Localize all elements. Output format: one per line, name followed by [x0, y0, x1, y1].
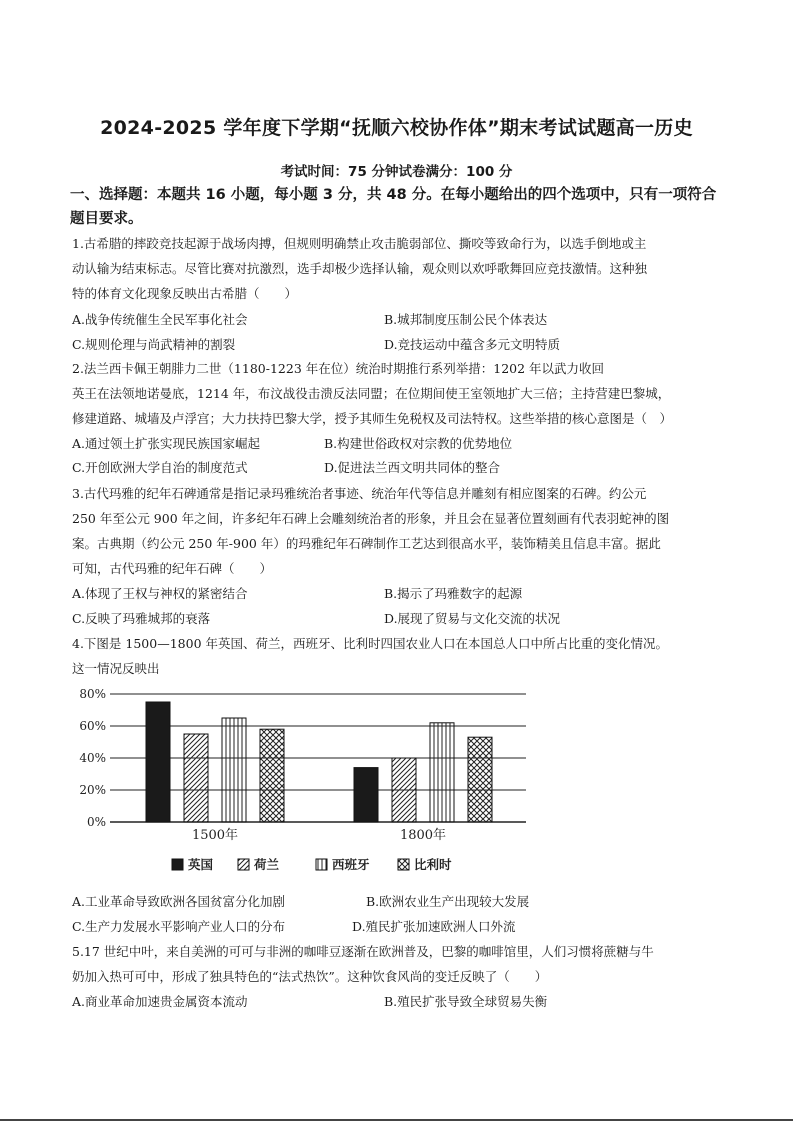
q3-option-b[interactable]: B.揭示了玛雅数字的起源: [384, 586, 523, 601]
q5-line-1: 5.17 世纪中叶，来自美洲的可可与非洲的咖啡豆逐渐在欧洲普及，巴黎的咖啡馆里，人们习惯将蔗糖与牛: [72, 944, 654, 959]
bottom-border: [0, 1119, 793, 1121]
agri-population-bar-chart: [0, 684, 793, 884]
q1-option-c[interactable]: C.规则伦理与尚武精神的割裂: [72, 337, 236, 352]
bar-crosshatch-1: [468, 737, 492, 822]
q1-line-3: 特的体育文化现象反映出古希腊（ ）: [72, 286, 298, 301]
q4-option-d[interactable]: D.殖民扩张加速欧洲人口外流: [352, 919, 516, 934]
q1-line-1: 1.古希腊的摔跤竞技起源于战场肉搏，但规则明确禁止攻击脆弱部位、撕咬等致命行为，以选手倒地或主: [72, 236, 647, 251]
q3-option-d[interactable]: D.展现了贸易与文化交流的状况: [384, 611, 561, 626]
y-tick-label: 20%: [79, 783, 106, 797]
bar-diagonal-0: [184, 734, 208, 822]
legend-swatch: [172, 859, 183, 870]
q1-option-a[interactable]: A.战争传统催生全民军事化社会: [72, 312, 248, 327]
y-tick-label: 40%: [79, 751, 106, 765]
bar-solid-0: [146, 702, 170, 822]
q2-option-d[interactable]: D.促进法兰西文明共同体的整合: [324, 460, 501, 475]
x-category-label: 1800年: [399, 828, 447, 843]
exam-info: 考试时间：75 分钟试卷满分：100 分: [280, 164, 513, 180]
q3-line-4: 可知，古代玛雅的纪年石碑（ ）: [72, 561, 273, 576]
q5-option-b[interactable]: B.殖民扩张导致全球贸易失衡: [384, 994, 548, 1009]
q2-line-3: 修建道路、城墙及卢浮宫；大力扶持巴黎大学，授予其师生免税权及司法特权。这些举措的核心意图是（ ）: [72, 411, 673, 426]
q4-option-a[interactable]: A.工业革命导致欧洲各国贫富分化加剧: [72, 894, 286, 909]
bar-diagonal-1: [392, 758, 416, 822]
y-tick-label: 0%: [86, 815, 106, 829]
bar-vertical-0: [222, 718, 246, 822]
x-category-label: 1500年: [191, 828, 239, 843]
bar-crosshatch-0: [260, 729, 284, 822]
q1-line-2: 动认输为结束标志。尽管比赛对抗激烈，选手却极少选择认输，观众则以欢呼歌舞回应竞技激情。这种独: [72, 261, 648, 276]
q5-line-2: 奶加入热可可中，形成了独具特色的“法式热饮”。这种饮食风尚的变迁反映了（ ）: [72, 969, 548, 984]
q1-option-d[interactable]: D.竞技运动中蕴含多元文明特质: [384, 337, 561, 352]
legend-swatch: [316, 859, 327, 870]
legend-label: 英国: [188, 857, 214, 872]
q4-option-c[interactable]: C.生产力发展水平影响产业人口的分布: [72, 919, 286, 934]
legend-label: 比利时: [414, 857, 452, 872]
q1-option-b[interactable]: B.城邦制度压制公民个体表达: [384, 312, 548, 327]
legend-swatch: [238, 859, 249, 870]
q2-option-b[interactable]: B.构建世俗政权对宗教的优势地位: [324, 436, 513, 451]
legend-swatch: [398, 859, 409, 870]
bar-solid-1: [354, 768, 378, 822]
y-tick-label: 80%: [79, 687, 106, 701]
q3-option-a[interactable]: A.体现了王权与神权的紧密结合: [72, 586, 248, 601]
legend-label: 荷兰: [254, 857, 280, 872]
q3-line-1: 3.古代玛雅的纪年石碑通常是指记录玛雅统治者事迹、统治年代等信息并雕刻有相应图案的石碑。约公元: [72, 486, 647, 501]
bar-vertical-1: [430, 723, 454, 822]
y-tick-label: 60%: [79, 719, 106, 733]
q4-line-1: 4.下图是 1500—1800 年英国、荷兰，西班牙、比利时四国农业人口在本国总人口中所占比重的变化情况。: [72, 636, 668, 651]
exam-title: 2024-2025 学年度下学期“抚顺六校协作体”期末考试试题高一历史: [100, 117, 693, 139]
q4-option-b[interactable]: B.欧洲农业生产出现较大发展: [366, 894, 530, 909]
q2-option-c[interactable]: C.开创欧洲大学自治的制度范式: [72, 460, 248, 475]
section-heading: 一、选择题：本题共 16 小题，每小题 3 分，共 48 分。在每小题给出的四个选项中，只有一项符合题目要求。: [70, 187, 717, 227]
legend-label: 西班牙: [332, 857, 370, 872]
q3-line-2: 250 年至公元 900 年之间，许多纪年石碑上会雕刻统治者的形象，并且会在显著位置刻画有代表羽蛇神的图: [72, 511, 670, 526]
q3-option-c[interactable]: C.反映了玛雅城邦的衰落: [72, 611, 211, 626]
q2-line-2: 英王在法领地诺曼底，1214 年，布汶战役击溃反法同盟；在位期间使王室领地扩大三倍；主持营建巴黎城，: [72, 386, 671, 401]
q5-option-a[interactable]: A.商业革命加速贵金属资本流动: [72, 994, 248, 1009]
q4-line-2: 这一情况反映出: [72, 661, 160, 676]
q3-line-3: 案。古典期（约公元 250 年-900 年）的玛雅纪年石碑制作工艺达到很高水平，装饰精美且信息丰富。据此: [72, 536, 661, 551]
q2-line-1: 2.法兰西卡佩王朝腓力二世（1180-1223 年在位）统治时期推行系列举措：1202 年以武力收回: [72, 361, 605, 376]
q2-option-a[interactable]: A.通过领土扩张实现民族国家崛起: [72, 436, 261, 451]
